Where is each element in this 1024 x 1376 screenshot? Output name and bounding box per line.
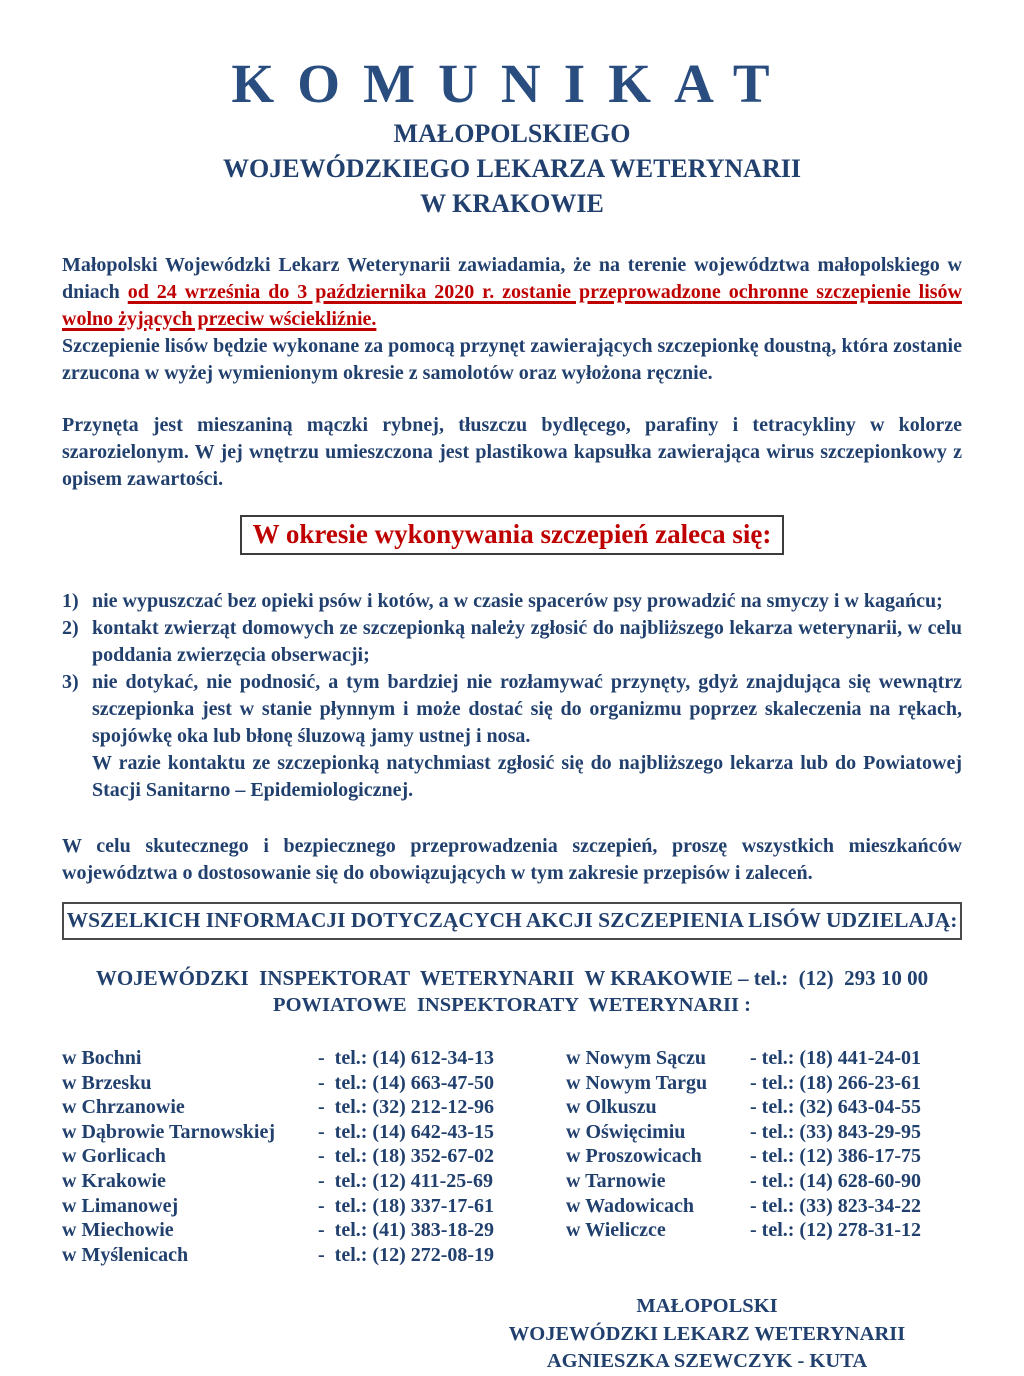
page-title: KOMUNIKAT xyxy=(231,53,793,114)
contact-phone: - tel.: (14) 642-43-15 xyxy=(318,1120,495,1143)
contact-phone: - tel.: (41) 383-18-29 xyxy=(318,1219,495,1242)
recommendation-text: nie wypuszczać bez opieki psów i kotów, a w czasie spacerów psy prowadzić na smyczy i w kagańcu; xyxy=(92,590,943,612)
recommendation-number: 1) xyxy=(62,590,79,612)
contact-phone: - tel.: (12) 386-17-75 xyxy=(750,1145,922,1168)
contact-phone: - tel.: (18) 352-67-02 xyxy=(318,1145,495,1168)
contact-city: w Myślenicach xyxy=(62,1243,189,1266)
contact-phone: - tel.: (33) 843-29-95 xyxy=(750,1120,922,1143)
district-inspectorates-line: POWIATOWE INSPEKTORATY WETERYNARII : xyxy=(273,994,751,1016)
page-subtitle xyxy=(62,116,962,221)
contact-city: w Tarnowie xyxy=(566,1169,666,1192)
recommendations-heading-wrap xyxy=(62,515,962,555)
contact-phone: - tel.: (12) 411-25-69 xyxy=(318,1169,493,1192)
contact-city: w Wadowicach xyxy=(566,1194,694,1217)
contact-phone: - tel.: (18) 266-23-61 xyxy=(750,1071,922,1094)
contact-city: w Brzesku xyxy=(62,1071,152,1094)
contact-city: w Chrzanowie xyxy=(62,1096,185,1119)
subtitle-line: MAŁOPOLSKIEGO xyxy=(393,119,631,148)
contact-city: w Nowym Sączu xyxy=(566,1047,706,1069)
recommendations-list xyxy=(62,588,962,804)
appeal-paragraph: W celu skutecznego i bezpiecznego przeprowadzenia szczepień, proszę wszystkich mieszkańców województwa o dostosowanie się do obowiązujących w tym zakresie przepisów i zaleceń. xyxy=(62,835,962,884)
intro-lead-text: Małopolski Wojewódzki Lekarz Weterynarii zawiadamia, że na terenie województwa małopolskiego w dniach xyxy=(62,254,962,303)
signature-line: MAŁOPOLSKI xyxy=(636,1295,778,1318)
contact-phone: - tel.: (12) 272-08-19 xyxy=(318,1243,495,1266)
contact-city xyxy=(566,1243,750,1268)
recommendation-note: W razie kontaktu ze szczepionką natychmiast zgłosić się do najbliższego lekarza lub do Powiatowej Stacji Sanitarno – Epidemiologicznej. xyxy=(92,752,962,801)
contact-city: w Dąbrowie Tarnowskiej xyxy=(62,1120,275,1143)
intro-paragraph xyxy=(62,252,962,387)
contact-city: w Krakowie xyxy=(62,1169,166,1192)
contact-phone: - tel.: (18) 337-17-61 xyxy=(318,1194,495,1217)
contact-phone: - tel.: (14) 628-60-90 xyxy=(750,1169,922,1192)
signature-block xyxy=(467,1293,947,1376)
recommendation-number: 3) xyxy=(62,671,79,693)
info-heading-box: WSZELKICH INFORMACJI DOTYCZĄCYCH AKCJI SZCZEPIENIA LISÓW UDZIELAJĄ: xyxy=(62,902,962,940)
contact-phone: - tel.: (32) 212-12-96 xyxy=(318,1096,495,1119)
contact-city: w Bochni xyxy=(62,1047,142,1069)
recommendation-item xyxy=(62,588,962,615)
signature-line: AGNIESZKA SZEWCZYK - KUTA xyxy=(546,1350,868,1373)
contact-city: w Proszowicach xyxy=(566,1145,702,1168)
contact-city: w Wieliczce xyxy=(566,1219,666,1242)
subtitle-line: WOJEWÓDZKIEGO LEKARZA WETERYNARII xyxy=(223,154,801,183)
contact-city: w Nowym Targu xyxy=(566,1071,708,1094)
recommendations-heading: W okresie wykonywania szczepień zaleca się: xyxy=(240,515,785,555)
contact-city: w Limanowej xyxy=(62,1194,179,1217)
recommendation-item xyxy=(62,669,962,804)
contact-phone: - tel.: (14) 612-34-13 xyxy=(318,1047,495,1069)
vaccination-method-text: Szczepienie lisów będzie wykonane za pomocą przynęt zawierających szczepionkę doustną, która zostanie zrzucona w wyżej wymienionym okresie z samolotów oraz wyłożona ręcznie. xyxy=(62,335,962,384)
contact-city: w Gorlicach xyxy=(62,1145,166,1168)
contact-phone: - tel.: (33) 823-34-22 xyxy=(750,1194,922,1217)
contact-phone: - tel.: (18) 441-24-01 xyxy=(750,1047,922,1069)
signature-line: WOJEWÓDZKI LEKARZ WETERYNARII xyxy=(508,1322,906,1345)
contact-city: w Oświęcimiu xyxy=(566,1120,686,1143)
recommendation-number: 2) xyxy=(62,617,79,639)
contact-city: w Miechowie xyxy=(62,1219,174,1242)
subtitle-line: W KRAKOWIE xyxy=(420,189,604,218)
contact-phone: - tel.: (32) 643-04-55 xyxy=(750,1096,922,1119)
contact-city: w Olkuszu xyxy=(566,1096,657,1119)
contact-phone: - tel.: (12) 278-31-12 xyxy=(750,1219,922,1242)
contacts-table xyxy=(62,1046,962,1267)
contact-phone xyxy=(750,1243,962,1268)
contact-phone: - tel.: (14) 663-47-50 xyxy=(318,1071,495,1094)
recommendation-text: nie dotykać, nie podnosić, a tym bardziej nie rozłamywać przynęty, gdyż znajdująca się wewnątrz szczepionka jest w stanie płynnym i może dostać się do organizmu poprzez skaleczenia na rękach, spojówkę oka lub błonę śluzową jamy ustnej i nosa. xyxy=(92,671,962,747)
bait-description-paragraph: Przynęta jest mieszaniną mączki rybnej, tłuszczu bydlęcego, parafiny i tetracykliny w kolorze szarozielonym. W jej wnętrzu umieszczona jest plastikowa kapsułka zawierająca wirus szczepionkowy z opisem zawartości. xyxy=(62,414,962,490)
vaccination-period-highlight: od 24 września do 3 października 2020 r. zostanie przeprowadzone ochronne szczepienie lisów wolno żyjących przeciw wściekliźnie. xyxy=(62,281,962,330)
recommendation-item xyxy=(62,615,962,669)
voivodeship-inspectorate-line: WOJEWÓDZKI INSPEKTORAT WETERYNARII W KRAKOWIE – tel.: (12) 293 10 00 xyxy=(95,966,929,990)
recommendation-text: kontakt zwierząt domowych ze szczepionką należy zgłosić do najbliższego lekarza weterynarii, w celu poddania zwierzęcia obserwacji; xyxy=(92,617,962,666)
